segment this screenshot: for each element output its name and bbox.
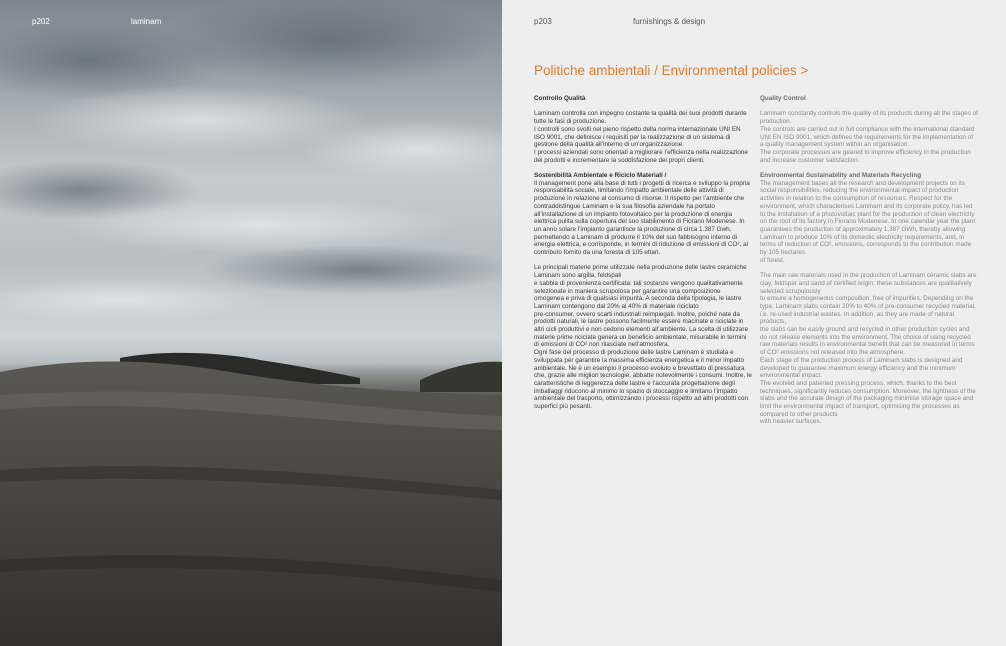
env-title-en: Environmental Sustainability and Materials Recycling <box>760 172 922 179</box>
section-label-left: laminam <box>131 17 162 26</box>
page-number-left: p202 <box>32 17 50 26</box>
materials-text-en: The main raw materials used in the production of Laminam ceramic slabs are clay, feldspar and sand of certified origin: these substances are qualitatively selected scrupulously to ensure a homogeneous composition, free of impurities. Depending on the type, Laminam slabs contain 20% to 40% of pre-consumer recycled material, i.e. re-used industrial wastes. In addition, as they are made of natural products, the slabs can be easily ground and recycled in other production cycles and do not release elements into the environment. The choice of using recycled raw materials results in environmental benefit that can be measured in terms of CO² emissions not released into the atmosphere. Each stage of the production process of Laminam slabs is designed and developed to guarantee maximum energy efficiency and the minimum environmental impact. The evolved and patented pressing process, which, thanks to the best techniques, significantly reduces consumption. Moreover, the lightness of the slabs and the accurate design of the packaging minimise storage space and limit the environmental impact of transport, optimising the processes as compared to other products with heavier surfaces. <box>760 272 977 426</box>
materials-text-it: Le principali materie prime utilizzate nella produzione delle lastre ceramiche Laminam sono argilla, feldspati e sabbia di provenienza certificata: tali sostanze vengono qualitativamente selezionate in maniera scrupolosa per garantire una composizione omogenea e priva di qualsiasi impurità. A seconda della tipologia, le lastre Laminam contengono dal 20% al 40% di materiale riciclato pre-consumer, ovvero scarti industriali reimpiegati. Inoltre, poiché nate da prodotti naturali, le lastre possono facilmente essere macinate e riciclate in altri cicli produttivi e non cedono elementi all’ambiente. La scelta di utilizzare materie prime riciclate genera un beneficio ambientale, misurabile in termini di emissioni di CO² non rilasciate nell’atmosfera. Ogni fase del processo di produzione delle lastre Laminam è studiata e sviluppata per garantire la massima efficienza energetica e il minor impatto ambientale. Ne è un esempio il processo evoluto e brevettato di pressatura che, grazie alle migliori tecnologie, abbatte notevolmente i consumi. Inoltre, le caratteristiche di leggerezza delle lastre e l’accurata progettazione degli imballaggi riducono al minimo lo spazio di stoccaggio e limitano l’impatto ambientale del trasporto, ottimizzando i processi rispetto ad altri prodotti con superfici più pesanti. <box>534 264 752 411</box>
landscape-photo <box>0 0 502 646</box>
english-column <box>760 95 978 434</box>
env-title-it: Sostenibilità Ambientale e Riciclo Materiali / <box>534 172 667 179</box>
cloud <box>60 197 460 253</box>
quality-text-en: Laminam constantly controls the quality of its products during all the stages of production. The controls are carried out in full compliance with the international standard UNI EN ISO 9001, which defines the requirements for the implementation of a quality management system within an organisation. The corporate processes are geared to improve efficiency in the production and increase customer satisfaction. <box>760 110 978 164</box>
env-text-it: Il management pone alla base di tutti i progetti di ricerca e sviluppo la propria responsabilità sociale, limitando l’impatto ambientale delle attività di produzione in relazione al consumo di risorse. Il rispetto per l’ambiente che contraddistingue Laminam e la sua filosofia aziendale ha portato all’installazione di un impianto fotovoltaico per la produzione di energia elettrica pulita sulla copertura del suo stabilimento di Fiorano Modenese. In un anno solare l’impianto garantisce la produzione di circa 1.387 Gwh, permettendo a Laminam di produrre il 10% del suo fabbisogno interno di energia elettrica, e corrisponde, in termini di riduzione di emissioni di CO², al contributo fornito da una foresta di 105 ettari. <box>534 179 750 257</box>
page-heading: Politiche ambientali / Environmental policies > <box>534 63 809 78</box>
env-text-en: The management bases all the research and development projects on its social responsibilities, reducing the environmental impact of production activities in relation to the consumption of resources. Respect for the environment, which characterises Laminam and its corporate policy, has led to the installation of a photovoltaic plant for the production of clean electricity on the roof of its factory in Fiorano Modenese. In one calendar year the plant guarantees the production of approximately 1,387 GWh, thereby allowing Laminam to produce 10% of its domestic electricity requirements, and, in terms of reduction of CO², emissions, corresponds to the contribution made by 105 hectares of forest. <box>760 179 976 264</box>
right-page <box>502 0 1006 646</box>
italian-column <box>534 95 752 418</box>
quality-text-it: Laminam controlla con impegno costante la qualità dei suoi prodotti durante tutte le fasi di produzione. I controlli sono svolti nel pieno rispetto della norma internazionale UNI EN ISO 9001, che definisce i requisiti per la realizzazione di un sistema di gestione della qualità all’interno di un’organizzazione. I processi aziendali sono orientati a migliorare l’efficienza nella realizzazione dei prodotti e incrementare la soddisfazione dei propri clienti. <box>534 110 748 164</box>
section-label-right: furnishings & design <box>633 17 706 26</box>
distant-hill <box>420 362 502 392</box>
cloud <box>0 278 270 322</box>
left-page <box>0 0 502 646</box>
quality-title-en: Quality Control <box>760 95 806 102</box>
quality-title-it: Controllo Qualità <box>534 95 586 102</box>
page-number-right: p203 <box>534 17 552 26</box>
